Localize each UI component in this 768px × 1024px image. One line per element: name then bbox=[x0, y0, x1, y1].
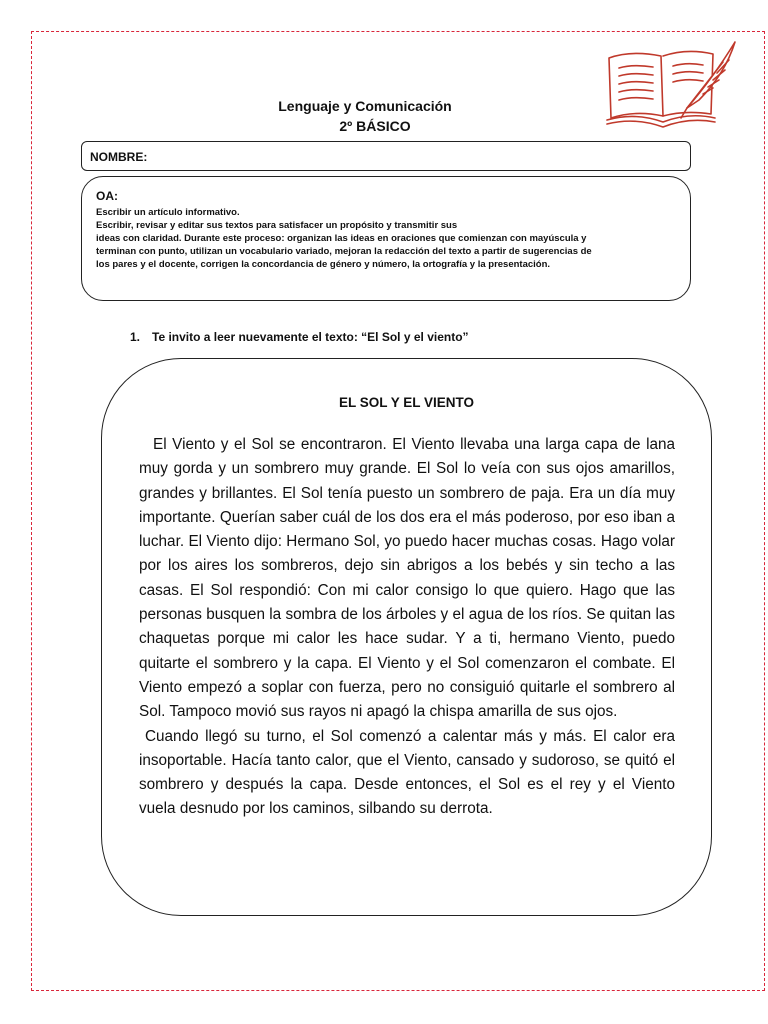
objective-line: Escribir un artículo informativo. bbox=[96, 207, 240, 218]
story-body bbox=[139, 433, 675, 822]
objective-line: Escribir, revisar y editar sus textos para satisfacer un propósito y transmitir sus bbox=[96, 220, 458, 231]
instruction-item bbox=[130, 329, 469, 345]
story-paragraph: El Viento y el Sol se encontraron. El Viento llevaba una larga capa de lana muy gorda y un sombrero muy grande. El Sol lo veía con sus ojos amarillos, grandes y brillantes. El Sol tenía puesto un sombrero de paja. Era un día muy importante. Querían saber cuál de los dos era el más poderoso, por eso iban a luchar. El Viento dijo: Hermano Sol, yo puedo hacer muchas cosas. Hago volar por los aires los sombreros, dejo sin abrigos a los bebés y sin techo a las casas. El Sol respondió: Con mi calor consigo lo que quiero. Hago que las personas busquen la sombra de los árboles y el agua de los ríos. Se quitan las chaquetas porque mi calor les hace sudar. Y a ti, hermano Viento, puedo quitarte el sombrero y la capa. El Viento y el Sol comenzaron el combate. El Viento empezó a soplar con fuerza, pero no consiguió quitarle el sombrero al Sol. Tampoco movió sus rayos ni apagó la chispa amarilla de sus ojos. bbox=[139, 436, 675, 721]
instruction-text: Te invito a leer nuevamente el texto: “El Sol y el viento” bbox=[152, 330, 469, 344]
open-book-quill-icon bbox=[603, 38, 741, 134]
objective-line: ideas con claridad. Durante este proceso: organizan las ideas en oraciones que comienzan con mayúscula y bbox=[96, 233, 587, 244]
grade-title: 2º BÁSICO bbox=[339, 118, 411, 134]
objective-title: OA: bbox=[96, 189, 118, 203]
objective-line: terminan con punto, utilizan un vocabulario variado, mejoran la redacción del texto a partir de sugerencias de bbox=[96, 246, 592, 257]
name-field-box[interactable] bbox=[81, 141, 691, 171]
name-label: NOMBRE: bbox=[90, 150, 148, 164]
story-box bbox=[101, 358, 712, 916]
story-title: EL SOL Y EL VIENTO bbox=[338, 395, 475, 410]
objective-line: los pares y el docente, corrigen la concordancia de género y número, la ortografía y la presentación. bbox=[96, 259, 551, 270]
subject-title: Lenguaje y Comunicación bbox=[278, 98, 452, 114]
instruction-number: 1. bbox=[130, 330, 141, 344]
story-paragraph: Cuando llegó su turno, el Sol comenzó a calentar más y más. El calor era insoportable. Hacía tanto calor, que el Viento, cansado y sudoroso, se quitó el sombrero y después la capa. Desde entonces, el Sol es el rey y el Viento vuela desnudo por los caminos, silbando su derrota. bbox=[139, 727, 675, 818]
objective-box bbox=[81, 176, 691, 301]
